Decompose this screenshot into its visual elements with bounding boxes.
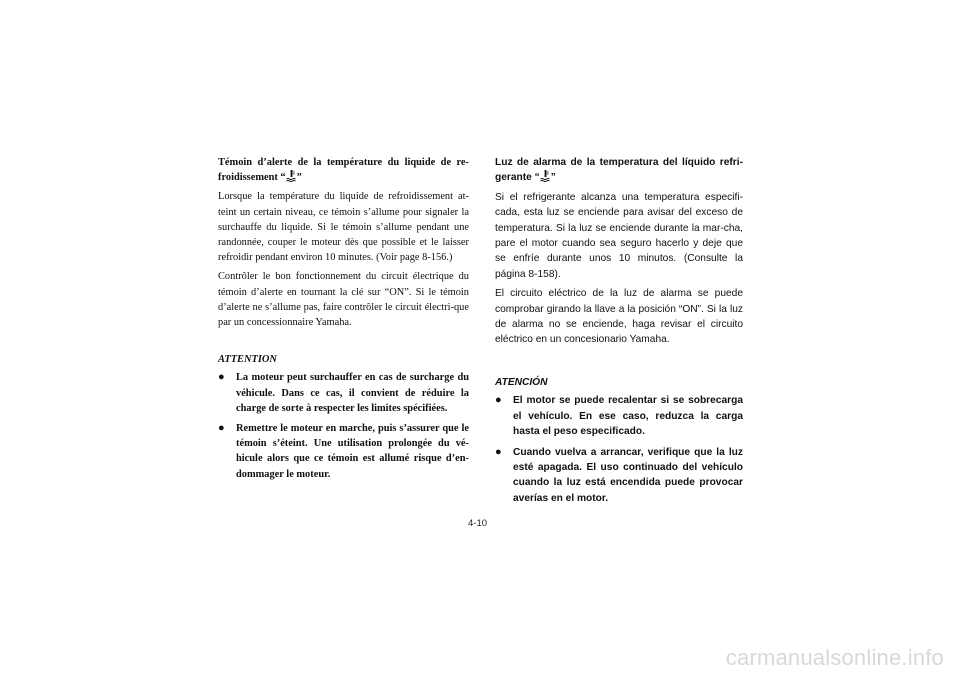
es-caution-title: ATENCIÓN (495, 376, 548, 388)
fr-caution-item (218, 370, 469, 416)
fr-caution-text: La moteur peut surchauffer en cas de surcharge du véhicule. Dans ce cas, il convient de réduire la charge de sorte à respecter les limites spécifiées. (236, 372, 469, 414)
fr-paragraph-2: Contrôler le bon fonctionnement du circuit électrique du témoin d’alerte en tournant la clé sur “ON”. Si le témoin d’alerte ne s’allume pas, faire contrôler le circuit électri-que par un concessionnaire Yamaha. (218, 271, 469, 329)
coolant-temperature-icon (286, 170, 297, 182)
bullet-icon: ● (218, 371, 225, 384)
bullet-icon: ● (495, 445, 502, 458)
fr-heading: Témoin d’alerte de la température du liquide de re-froidissement “ ” (218, 157, 469, 184)
es-paragraph-2: El circuito eléctrico de la luz de alarma se puede comprobar girando la llave a la posición “ON”. Si la luz de alarma no se enciende, haga revisar el circuito eléctrico en un concesionario Yamaha. (495, 288, 743, 346)
bullet-icon: ● (495, 394, 502, 407)
fr-caution-title: ATTENTION (218, 354, 277, 366)
french-column (218, 155, 469, 487)
coolant-temperature-icon (540, 170, 551, 182)
es-caution-text: El motor se puede recalentar si se sobrecarga el vehículo. En ese caso, reduzca la carga hasta el peso especificado. (513, 395, 743, 438)
es-paragraph-1: Si el refrigerante alcanza una temperatura especifi-cada, esta luz se enciende para avisar del exceso de temperatura. Si la luz se enciende durante la mar-cha, pare el motor cuando sea seguro hacerlo y deje que se enfríe durante unos 10 minutos. (Consulte la página 8-158). (495, 191, 743, 280)
fr-caution-item (218, 421, 469, 482)
spanish-column (495, 155, 743, 511)
es-caution-item (495, 445, 743, 507)
bullet-icon: ● (218, 422, 225, 435)
watermark: carmanualsonline.info (725, 645, 944, 670)
es-caution-text: Cuando vuelva a arrancar, verifique que la luz esté apagada. El uso continuado del vehículo cuando la luz está encendida puede provocar averías en el motor. (513, 446, 743, 504)
es-heading: Luz de alarma de la temperatura del líquido refri-gerante “ ” (495, 157, 743, 184)
page-number: 4-10 (468, 518, 488, 529)
fr-paragraph-1: Lorsque la température du liquide de refroidissement at-teint un certain niveau, ce témoin s’allume pour signaler la surchauffe du liquide. Si le témoin s’allume pendant une randonnée, couper le moteur dès que possible et le laisser refroidir pendant environ 10 minutes. (Voir page 8-156.) (218, 191, 469, 264)
es-caution-item (495, 393, 743, 439)
fr-caution-text: Remettre le moteur en marche, puis s’assurer que le témoin s’éteint. Une utilisation prolongée du vé-hicule alors que ce témoin est allumé risque d’en-dommager le moteur. (236, 423, 469, 480)
